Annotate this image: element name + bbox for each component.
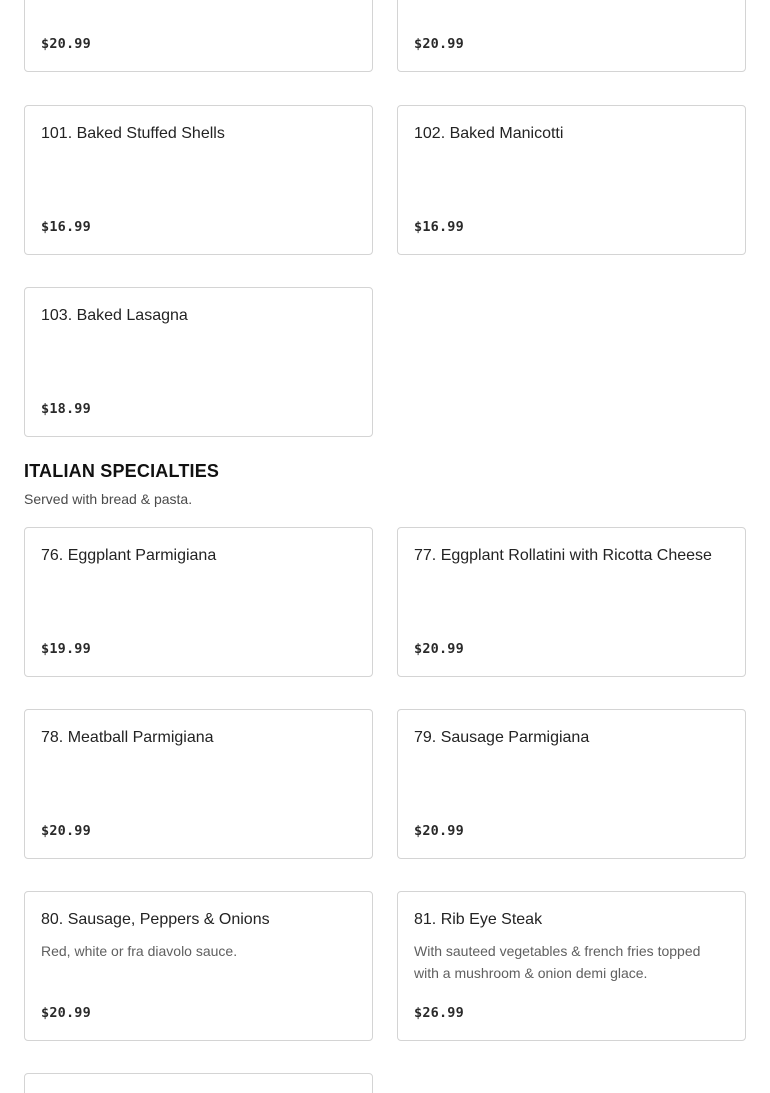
menu-item-name: 102. Baked Manicotti — [414, 125, 564, 142]
menu-item-name: 79. Sausage Parmigiana — [414, 729, 590, 746]
menu-item-card[interactable] — [24, 287, 373, 437]
menu-item-card[interactable] — [397, 105, 746, 255]
menu-item-price: $20.99 — [41, 36, 91, 52]
menu-item-card[interactable] — [397, 709, 746, 859]
menu-item-price: $16.99 — [41, 219, 91, 235]
menu-item-price: $20.99 — [414, 36, 464, 52]
menu-item-card[interactable] — [24, 105, 373, 255]
menu-item-price: $18.99 — [41, 401, 91, 417]
menu-item-card[interactable] — [24, 709, 373, 859]
menu-item-card[interactable] — [397, 0, 746, 72]
menu-item-price: $26.99 — [414, 1005, 464, 1021]
menu-item-card[interactable] — [24, 891, 373, 1041]
menu-item-name: 78. Meatball Parmigiana — [41, 729, 214, 746]
menu-item-name: 81. Rib Eye Steak — [414, 911, 543, 928]
section-title: ITALIAN SPECIALTIES — [24, 461, 220, 481]
menu-item-name: 101. Baked Stuffed Shells — [41, 125, 225, 142]
menu-item-price: $20.99 — [414, 641, 464, 657]
menu-item-card[interactable] — [24, 527, 373, 677]
menu-item-name: 76. Eggplant Parmigiana — [41, 547, 217, 564]
menu-item-card[interactable] — [397, 891, 746, 1041]
menu-item-name: 77. Eggplant Rollatini with Ricotta Cheese — [414, 547, 712, 564]
menu-item-card[interactable] — [24, 0, 373, 72]
menu-item-description: Red, white or fra diavolo sauce. — [41, 943, 238, 959]
menu-item-description: With sauteed vegetables & french fries topped with a mushroom & onion demi glace. — [414, 943, 701, 981]
menu-item-card[interactable] — [397, 527, 746, 677]
menu-item-name: 103. Baked Lasagna — [41, 307, 188, 324]
menu-item-price: $20.99 — [414, 823, 464, 839]
menu-item-price: $16.99 — [414, 219, 464, 235]
menu-item-price: $19.99 — [41, 641, 91, 657]
menu-item-price: $20.99 — [41, 1005, 91, 1021]
menu-item-name: 80. Sausage, Peppers & Onions — [41, 911, 270, 928]
menu-item-price: $20.99 — [41, 823, 91, 839]
section-subtitle: Served with bread & pasta. — [24, 491, 193, 507]
menu-item-card[interactable] — [24, 1073, 373, 1093]
